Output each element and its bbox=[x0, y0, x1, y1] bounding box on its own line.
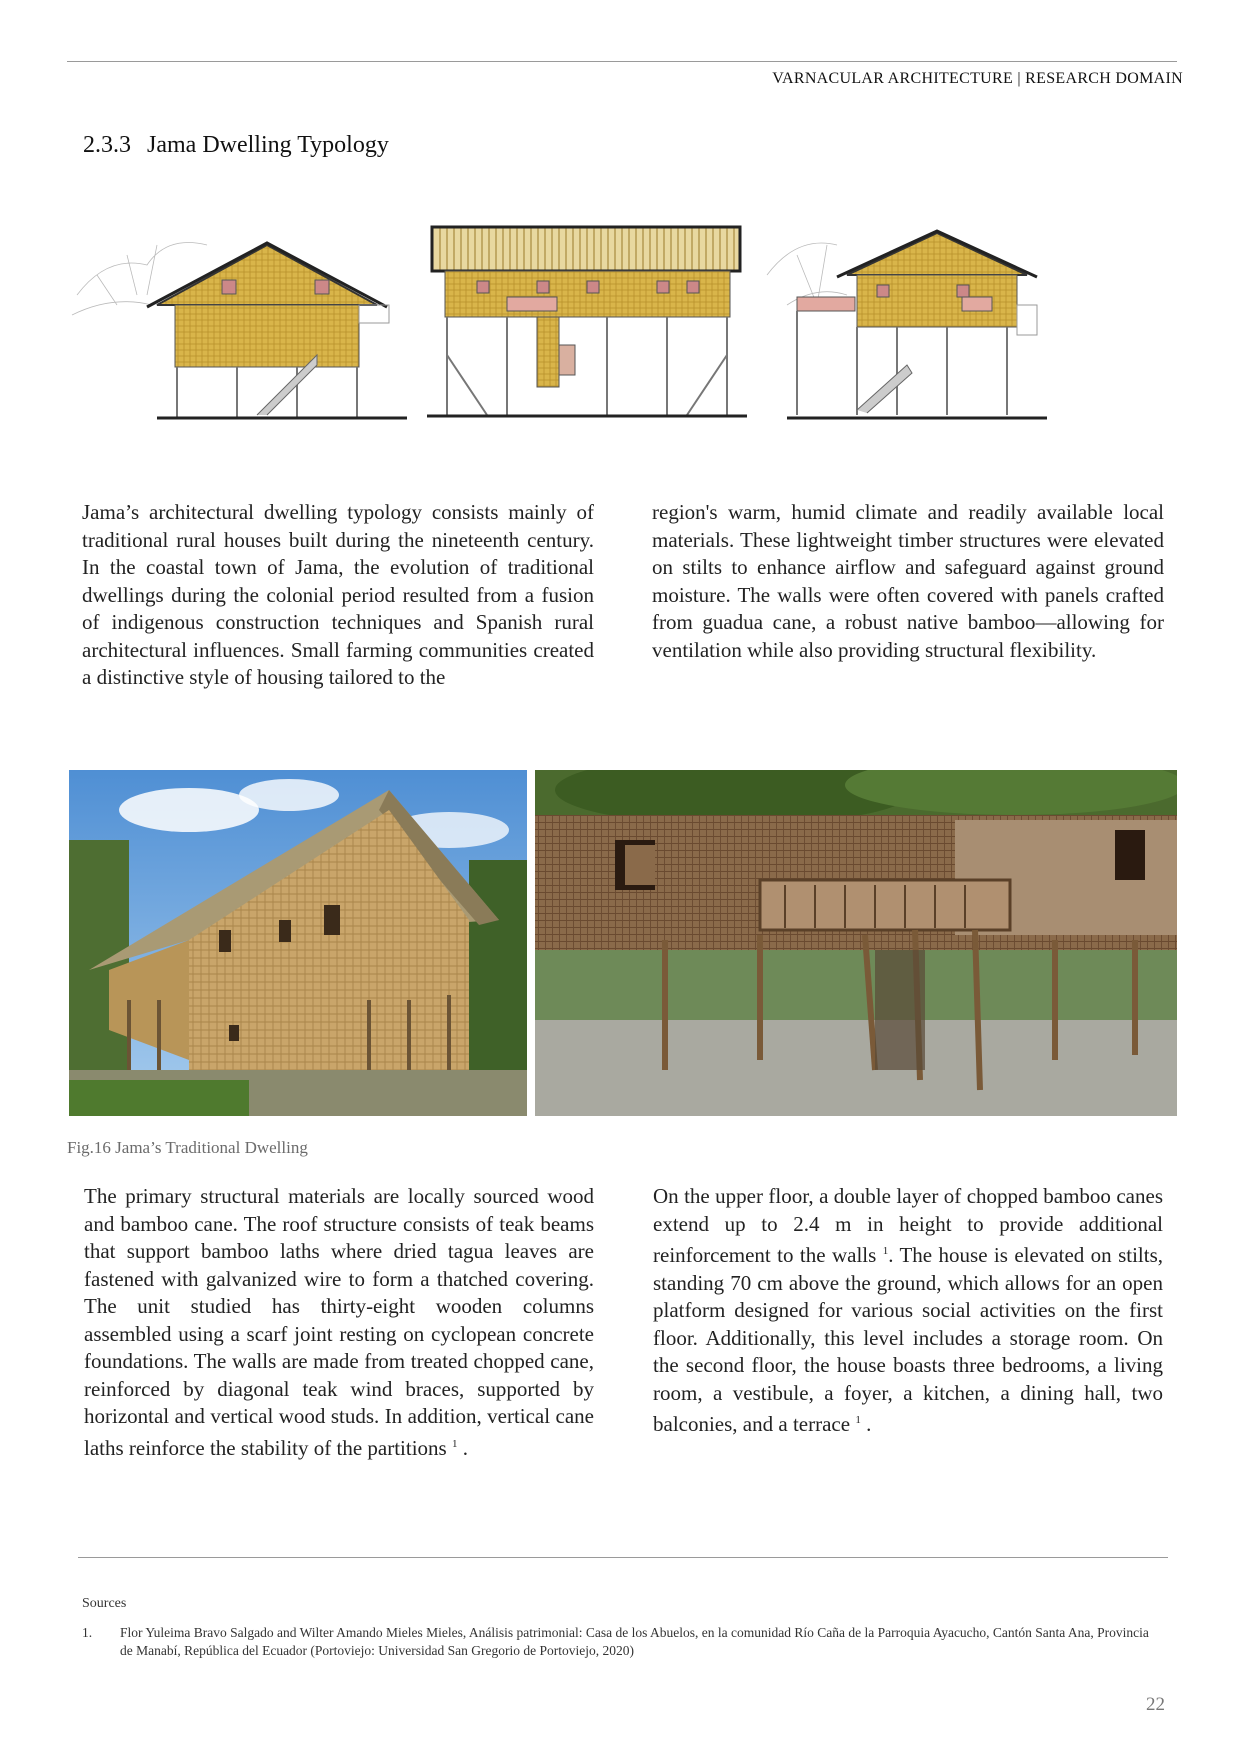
footnote-ref[interactable]: 1 bbox=[855, 1414, 861, 1426]
intro-paragraph-left: Jama’s architectural dwelling typology consists mainly of traditional rural houses built during the nineteenth century. In the coastal town of Jama, the evolution of traditional dwellings during the colonial period resulted from a fusion of indigenous construction techniques and Spanish rural architectural influences. Small farming communities created a distinctive style of housing tailored to the bbox=[82, 500, 594, 689]
elevation-side-left bbox=[147, 243, 407, 418]
section-number: 2.3.3 bbox=[83, 132, 131, 158]
materials-paragraph-left bbox=[84, 1183, 594, 1462]
running-header: VARNACULAR ARCHITECTURE | RESEARCH DOMAIN bbox=[772, 70, 1183, 87]
footnote-ref[interactable]: 1 bbox=[882, 1245, 889, 1257]
header-rule bbox=[67, 61, 1177, 62]
source-number: 1. bbox=[82, 1625, 93, 1640]
figure-caption: Fig.16 Jama’s Traditional Dwelling bbox=[67, 1138, 308, 1157]
upper-floor-paragraph-right bbox=[653, 1183, 1163, 1439]
sources-label: Sources bbox=[82, 1596, 127, 1611]
section-title: Jama Dwelling Typology bbox=[147, 132, 389, 158]
photo-dwelling-underside bbox=[535, 770, 1177, 1116]
elevation-front-center bbox=[427, 227, 747, 416]
upper-floor-end: . bbox=[866, 1412, 872, 1436]
materials-paragraph-end: . bbox=[462, 1435, 468, 1460]
materials-paragraph-text: The primary structural materials are locally sourced wood and bamboo cane. The roof structure consists of teak beams that support bamboo laths where dried tagua leaves are fastened with galvanized wire to form a thatched covering. The unit studied has thirty-eight wooden columns assembled using a scarf joint resting on cyclopean concrete foundations. The walls are made from treated chopped cane, reinforced by diagonal teak wind braces, supported by horizontal and vertical wood studs. In addition, vertical cane laths reinforce the stability of the partitions bbox=[84, 1184, 594, 1460]
tree-sketch-right bbox=[767, 243, 847, 305]
photo-dwelling-exterior bbox=[69, 770, 527, 1116]
section-heading bbox=[83, 132, 389, 159]
elevation-side-right bbox=[787, 231, 1047, 418]
source-citation: Flor Yuleima Bravo Salgado and Wilter Amando Mieles Mieles, Análisis patrimonial: Casa de los Abuelos, en la comunidad Río Caña de la Parroquia Ayacucho, Cantón Santa Ana, Provincia de Manabí, República del Ecuador (Portoviejo: Universidad San Gregorio de Portoviejo, 2020) bbox=[120, 1625, 1149, 1658]
elevation-drawings bbox=[67, 215, 1177, 430]
footnote-ref[interactable]: 1 bbox=[451, 1437, 458, 1450]
upper-floor-text-b: . The house is elevated on stilts, standing 70 cm above the ground, which allows for an open platform designed for various social activities on the first floor. Additionally, this level includes a storage room. On the second floor, the house boasts three bedrooms, a living room, a vestibule, a foyer, a kitchen, a dining hall, two balconies, and a terrace bbox=[653, 1243, 1164, 1436]
sources-rule bbox=[78, 1557, 1168, 1558]
page-number: 22 bbox=[1146, 1694, 1165, 1715]
source-item-1 bbox=[82, 1624, 1162, 1660]
intro-paragraph-right: region's warm, humid climate and readily available local materials. These lightweight timber structures were elevated on stilts to enhance airflow and safeguard against ground moisture. The walls were often covered with panels crafted from guadua cane, a robust native bamboo—allowing for ventilation while also providing structural flexibility. bbox=[652, 500, 1164, 662]
upper-floor-text-a: On the upper floor, a double layer of chopped bamboo canes extend up to 2.4 m in height to provide additional reinforcement to the walls bbox=[653, 1184, 1163, 1267]
